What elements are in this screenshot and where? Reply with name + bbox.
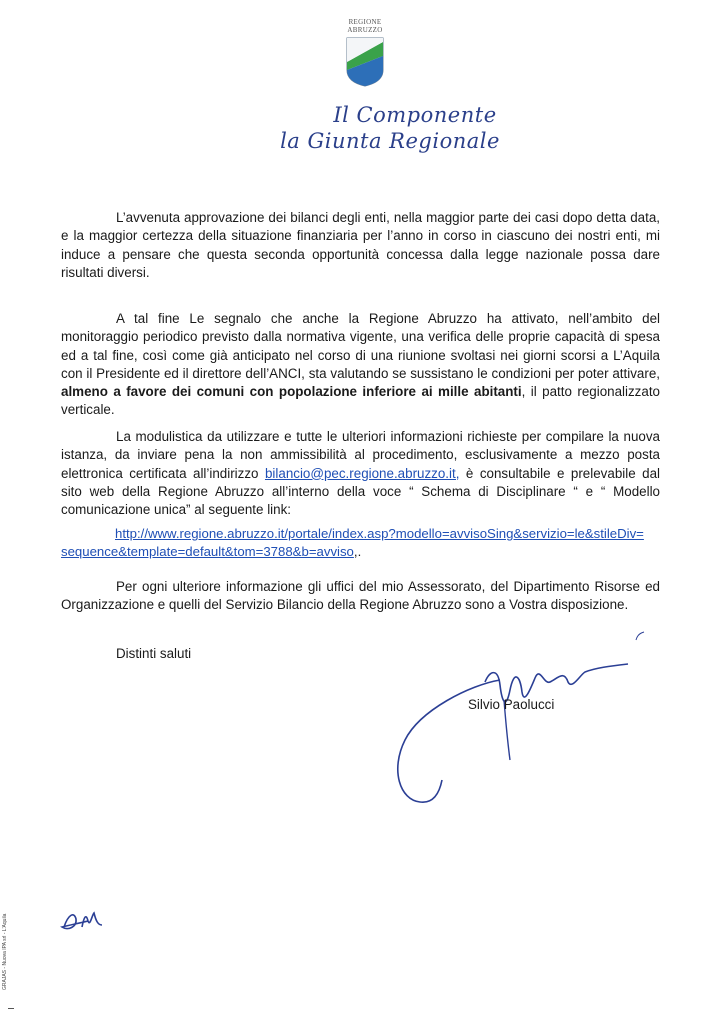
paragraph-1 xyxy=(61,209,660,282)
paragraph-3-text-b: è consultabile e prelevabile dal sito web della Regione Abruzzo all’interno della voce “ Schema di Disciplinare “ e “ Modello comunicazione unica” al seguente link: xyxy=(61,465,660,518)
paragraph-2 xyxy=(61,310,660,420)
paragraph-2-bold: almeno a favore dei comuni con popolazione inferiore ai mille abitanti xyxy=(61,384,522,400)
signer-name: Silvio Paolucci xyxy=(468,697,555,712)
paragraph-4-text: Per ogni ulteriore informazione gli uffici del mio Assessorato, del Dipartimento Risorse ed Organizzazione e quelli del Servizio Bilancio della Regione Abruzzo sono a Vostra disposizione. xyxy=(61,579,660,613)
paragraph-2-text-a: A tal fine Le segnalo che anche la Regione Abruzzo ha attivato, nell’ambito del monitoraggio periodico previsto dalla normativa vigente, una verifica delle proprie capacità di spesa ed a tal fine, così come già anticipato nel corso di una riunione svoltasi nei giorni scorsi a L’Aquila con il Presidente ed il direttore dell’ANCI, sta valutando se sussistano le condizioni per poter attivare, xyxy=(61,311,660,381)
url-link-line2[interactable]: sequence&template=default&tom=3788&b=avviso xyxy=(61,544,354,559)
url-link-line1[interactable]: http://www.regione.abruzzo.it/portale/index.asp?modello=avvisoSing&servizio=le&stileDiv= xyxy=(115,526,644,541)
handwritten-signature xyxy=(380,630,650,810)
region-logo xyxy=(337,18,393,88)
pen-mark-icon xyxy=(634,630,646,642)
handwritten-initials xyxy=(58,905,108,935)
logo-text-line1: REGIONE xyxy=(348,18,382,26)
region-shield-icon xyxy=(345,36,385,88)
paragraph-3 xyxy=(61,428,660,519)
logo-text-line2: ABRUZZO xyxy=(347,26,383,34)
closing-greeting: Distinti saluti xyxy=(116,646,192,661)
paragraph-3-text-a: La modulistica da utilizzare e tutte le ulteriori informazioni richieste per compilare la nuova istanza, da inviare pena la non ammissibilità al procedimento, esclusivamente a mezzo posta elettronica certificata all’indirizzo xyxy=(61,429,660,481)
paragraph-1-text: L’avvenuta approvazione dei bilanci degli enti, nella maggior parte dei casi dopo detta data, e la maggior certezza della situazione finanziaria per l’anno in corso in ciascuno dei nostri enti, mi induce a pensare che questa seconda opportunità concessa dalla legge nazionale possa dare risultati diversi. xyxy=(61,210,660,280)
paragraph-2-text-b: , il patto regionalizzato verticale. xyxy=(61,384,660,418)
email-link[interactable]: bilancio@pec.regione.abruzzo.it, xyxy=(264,465,460,481)
url-link-line2-wrap xyxy=(61,543,621,561)
header-title-line1: Il Componente xyxy=(333,103,497,127)
margin-tick-mark xyxy=(8,1008,14,1009)
margin-side-text: GRAJAS - Nuova IPA srl - L'Aquila xyxy=(2,913,8,990)
header-title-line2: la Giunta Regionale xyxy=(280,129,500,153)
paragraph-4 xyxy=(61,578,660,615)
url-tail: ,. xyxy=(353,544,362,559)
